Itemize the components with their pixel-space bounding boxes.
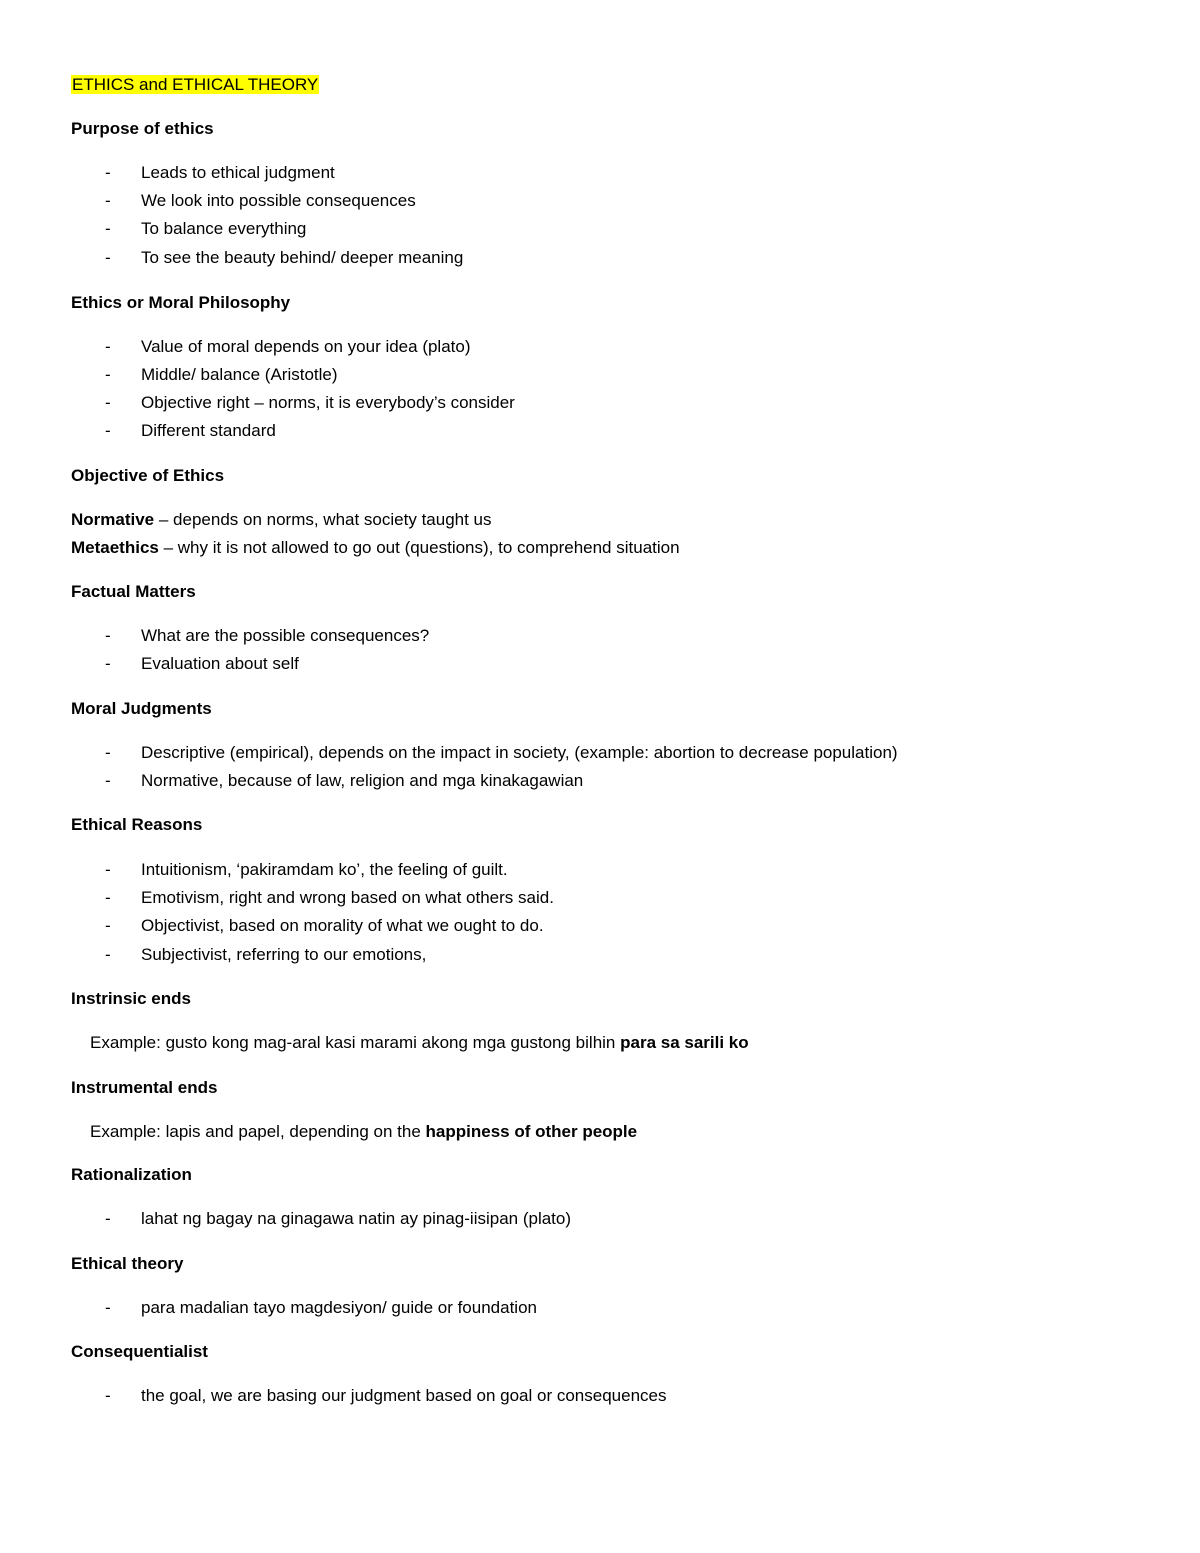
bullet-marker: -: [105, 337, 111, 356]
heading-ethical-reasons: Ethical Reasons: [71, 815, 203, 834]
list-item: - lahat ng bagay na ginagawa natin ay pinag-iisipan (plato): [71, 1208, 571, 1230]
bullet-marker: -: [105, 191, 111, 210]
example-line: Example: lapis and papel, depending on the happiness of other people: [90, 1122, 638, 1141]
bullet-marker: -: [105, 1298, 111, 1317]
heading-intrinsic-ends: Instrinsic ends: [71, 989, 191, 1008]
title-highlight: ETHICS and ETHICAL THEORY: [72, 75, 319, 94]
list-item: - Objective right – norms, it is everybody’s consider: [71, 392, 515, 414]
heading-objective-of-ethics: Objective of Ethics: [71, 466, 225, 485]
bullet-marker: -: [105, 393, 111, 412]
heading-consequentialist: Consequentialist: [71, 1342, 208, 1361]
bullet-marker: -: [105, 365, 111, 384]
heading-moral-philosophy: Ethics or Moral Philosophy: [71, 293, 291, 312]
bullet-marker: -: [105, 421, 111, 440]
heading-moral-judgments: Moral Judgments: [71, 699, 212, 718]
bullet-marker: -: [105, 1209, 111, 1228]
bullet-marker: -: [105, 1386, 111, 1405]
bullet-marker: -: [105, 248, 111, 267]
list-item: - para madalian tayo magdesiyon/ guide or foundation: [71, 1297, 537, 1319]
heading-ethical-theory: Ethical theory: [71, 1254, 184, 1273]
list-item: - Emotivism, right and wrong based on what others said.: [71, 887, 554, 909]
heading-instrumental-ends: Instrumental ends: [71, 1078, 218, 1097]
list-item: - To balance everything: [71, 218, 306, 240]
list-item: - the goal, we are basing our judgment based on goal or consequences: [71, 1385, 666, 1407]
bullet-marker: -: [105, 654, 111, 673]
bullet-marker: -: [105, 771, 111, 790]
list-item: - Normative, because of law, religion and mga kinakagawian: [71, 770, 583, 792]
list-item: - What are the possible consequences?: [71, 625, 429, 647]
list-item: - We look into possible consequences: [71, 190, 416, 212]
heading-purpose-of-ethics: Purpose of ethics: [71, 119, 214, 138]
list-item: - Middle/ balance (Aristotle): [71, 364, 338, 386]
list-item: - Leads to ethical judgment: [71, 162, 335, 184]
heading-factual-matters: Factual Matters: [71, 582, 196, 601]
bullet-marker: -: [105, 888, 111, 907]
list-item: - Evaluation about self: [71, 653, 299, 675]
list-item: - To see the beauty behind/ deeper meaning: [71, 247, 463, 269]
term: Metaethics: [71, 538, 159, 557]
bullet-marker: -: [105, 163, 111, 182]
definition-line: Metaethics – why it is not allowed to go out (questions), to comprehend situation: [71, 538, 680, 557]
list-item: - Different standard: [71, 420, 276, 442]
list-item: - Value of moral depends on your idea (plato): [71, 336, 471, 358]
bullet-marker: -: [105, 626, 111, 645]
term: Normative: [71, 510, 155, 529]
bullet-marker: -: [105, 916, 111, 935]
bullet-marker: -: [105, 860, 111, 879]
list-item: - Descriptive (empirical), depends on the impact in society, (example: abortion to decrease population): [71, 742, 898, 764]
heading-rationalization: Rationalization: [71, 1165, 192, 1184]
list-item: - Subjectivist, referring to our emotions,: [71, 944, 426, 966]
list-item: - Objectivist, based on morality of what we ought to do.: [71, 915, 544, 937]
bullet-marker: -: [105, 743, 111, 762]
definition-line: Normative – depends on norms, what society taught us: [71, 510, 492, 529]
document-title: [71, 74, 319, 96]
example-line: Example: gusto kong mag-aral kasi marami akong mga gustong bilhin para sa sarili ko: [90, 1033, 749, 1052]
bullet-marker: -: [105, 945, 111, 964]
bullet-marker: -: [105, 219, 111, 238]
list-item: - Intuitionism, ‘pakiramdam ko’, the feeling of guilt.: [71, 859, 508, 881]
